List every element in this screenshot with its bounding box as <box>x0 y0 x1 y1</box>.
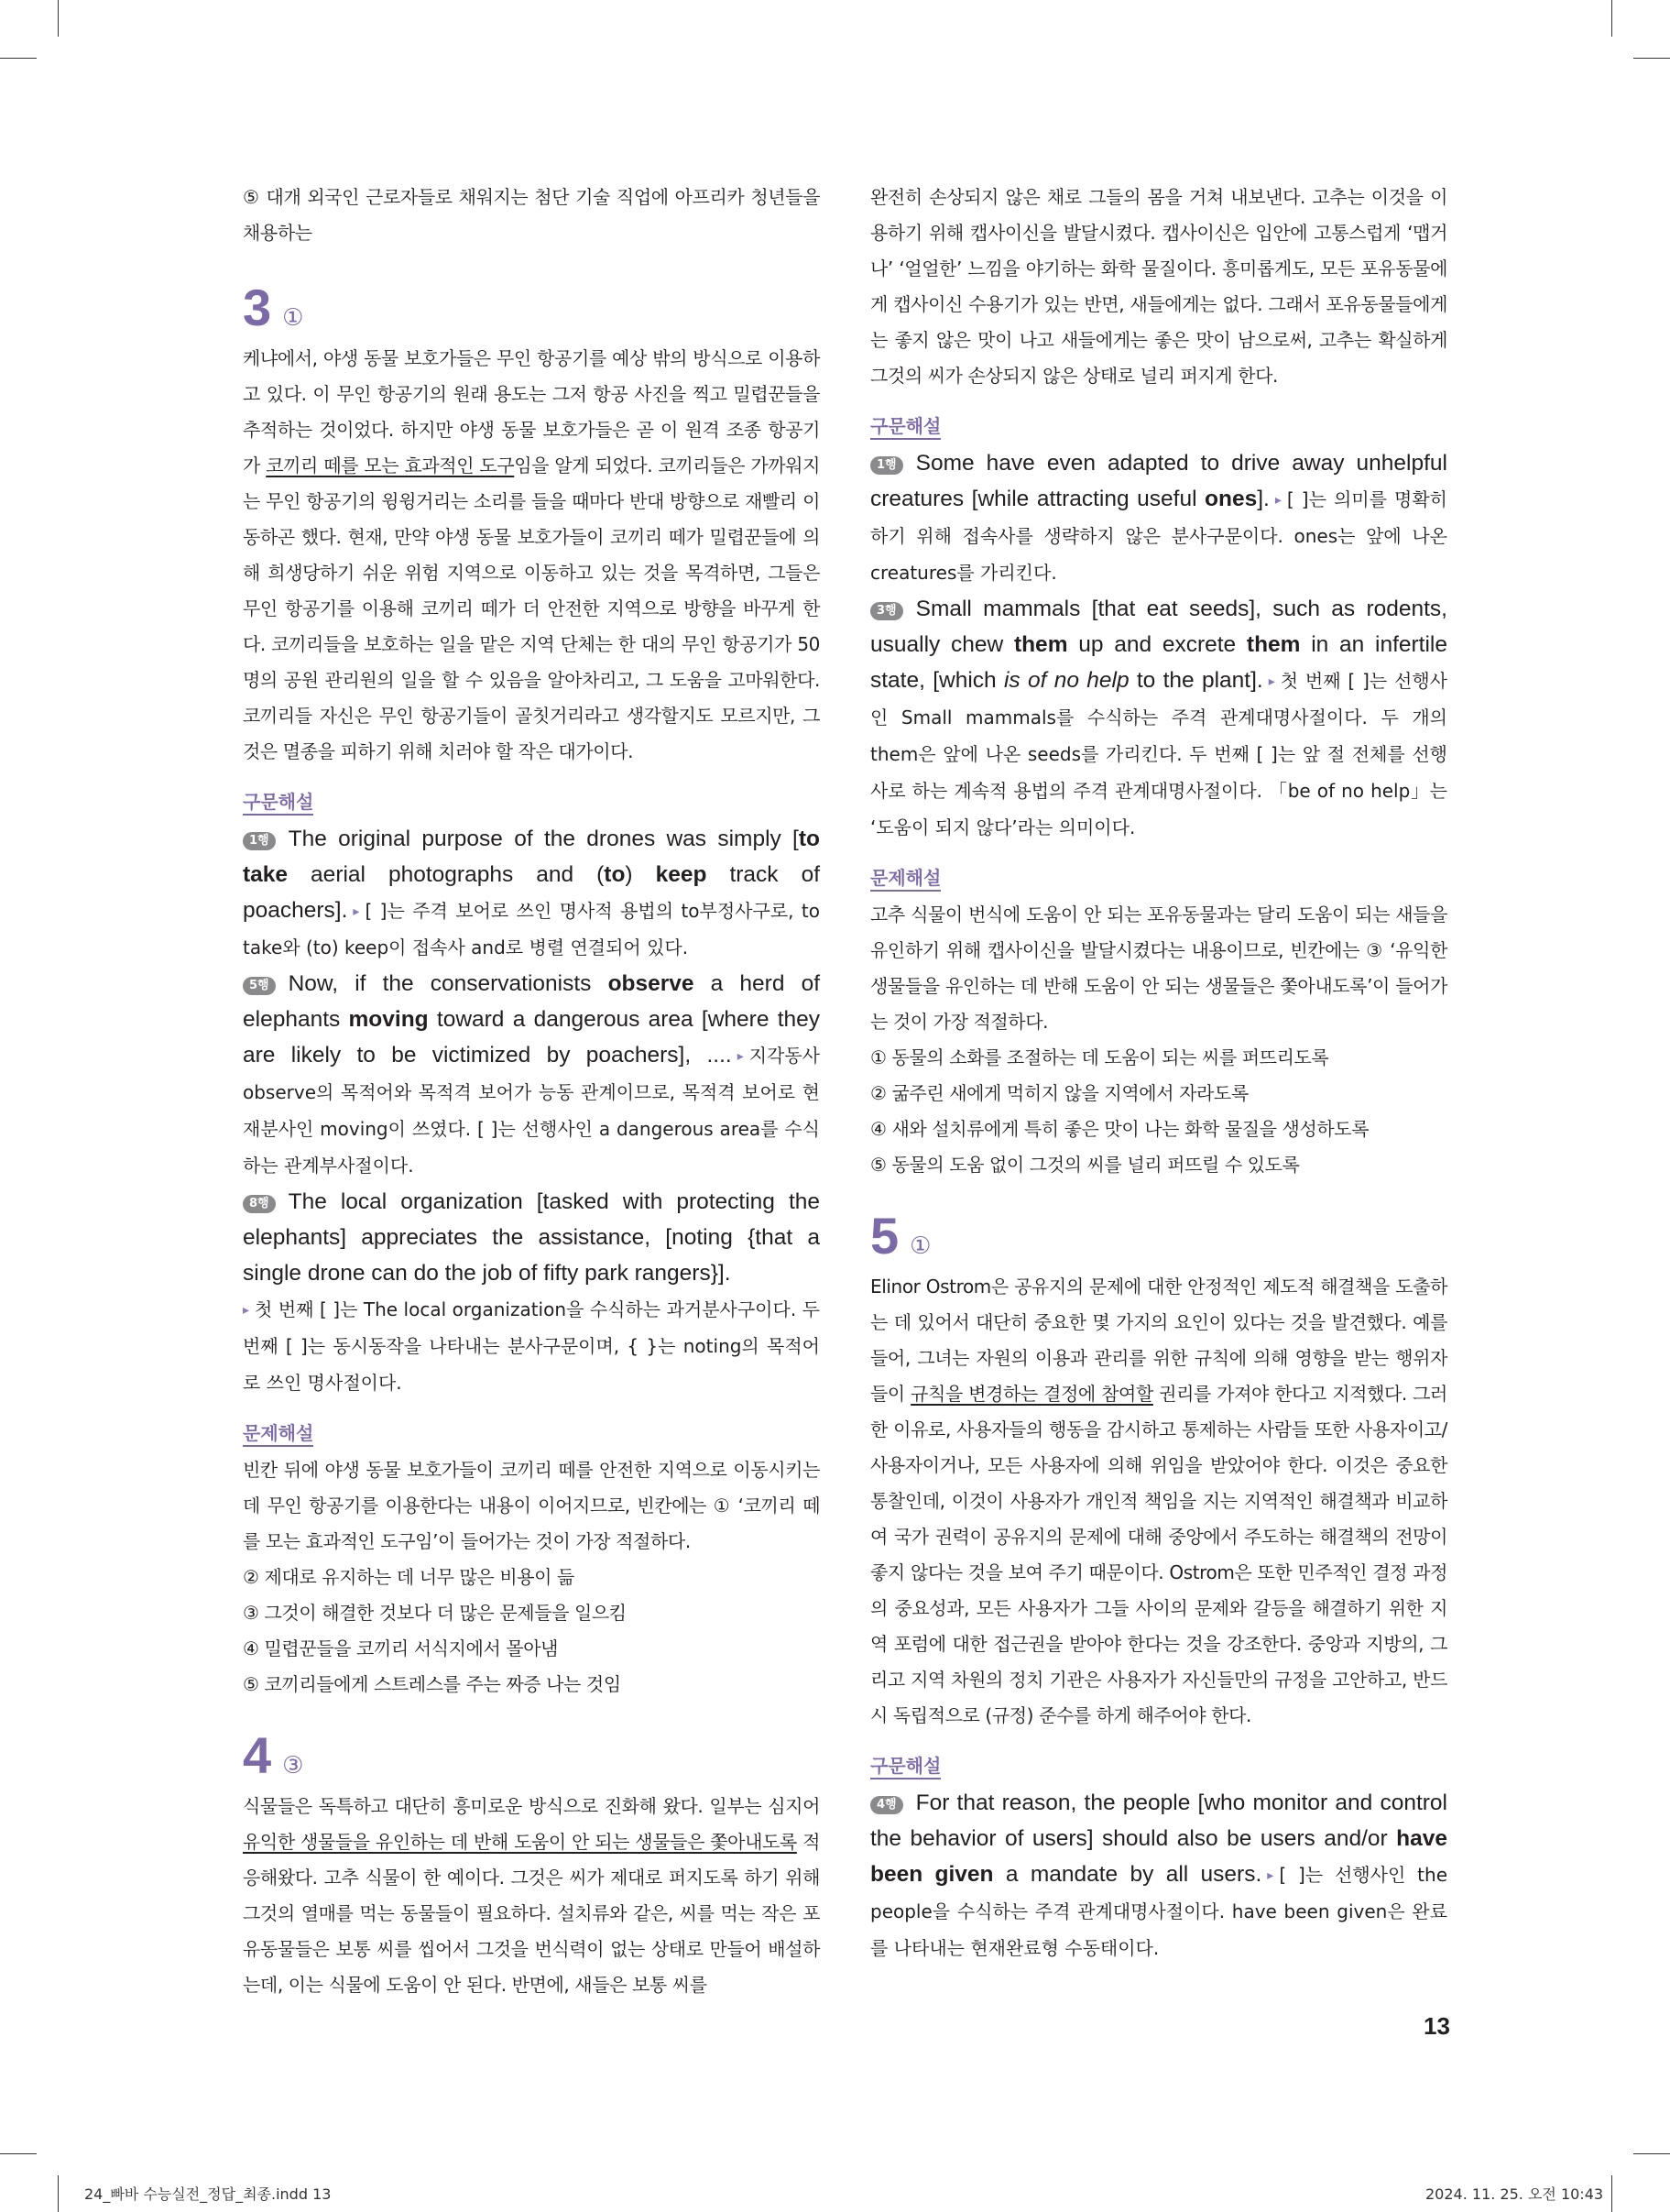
line-badge: 5행 <box>243 977 276 995</box>
page-number: 13 <box>1424 2012 1450 2040</box>
option-item: ② 굶주린 새에게 먹히지 않을 지역에서 자라도록 <box>870 1082 1249 1104</box>
left-column <box>243 180 820 2003</box>
q4-heading <box>243 1726 820 1785</box>
crop-mark <box>1611 0 1612 37</box>
option-item: ③ 그것이 해결한 것보다 더 많은 문제들을 일으킴 <box>243 1602 627 1624</box>
question-number: 5 <box>870 1207 900 1265</box>
grammar-line-8: 8행 The local organization [tasked with protecting the elephants] appreciates the assistance, [noting {that a single drone can do the job of fifty park rangers}]. ▸ 첫 번째 [ ]는 The local organization을 수식하는 과거분사구이다. 두 번째 [ ]는 동시동작을 나타내는 분사구문이며, { }는 noting의 목적어로 쓰인 명사절이다. <box>243 1189 820 1394</box>
question-number: 3 <box>243 279 272 336</box>
line-badge: 3행 <box>870 602 903 620</box>
crop-mark <box>1611 2175 1612 2212</box>
crop-mark <box>0 2153 37 2154</box>
answer-marker: ① <box>282 304 304 332</box>
option-item: ④ 새와 설치류에게 특히 좋은 맛이 나는 화학 물질을 생성하도록 <box>870 1118 1370 1140</box>
q4-translation: 식물들은 독특하고 대단히 흥미로운 방식으로 진화해 왔다. 일부는 심지어 유익한 생물들을 유인하는 데 반해 도움이 안 되는 생물들은 쫓아내도록 적응해왔다. 고추 식물이 한 예이다. 그것은 씨가 제대로 퍼지도록 하기 위해 그것의 열매를 먹는 동물들이 필요하다. 설치류와 같은, 씨를 먹는 작은 포유동물들은 보통 씨를 씹어서 그것을 번식력이 없는 상태로 만들어 배설하는데, 이는 식물에 도움이 안 된다. 반면에, 새들은 보통 씨를 <box>243 1795 820 1996</box>
triangle-marker-icon: ▸ <box>1268 673 1275 688</box>
option-item: ④ 밀렵꾼들을 코끼리 서식지에서 몰아냄 <box>243 1637 559 1659</box>
option-item: ① 동물의 소화를 조절하는 데 도움이 되는 씨를 퍼뜨리도록 <box>870 1046 1329 1068</box>
grammar-line-5: 5행 Now, if the conservationists observe a herd of elephants moving toward a dangerous area [where they are likely to be victimized by poachers], .... ▸ 지각동사 observe의 목적어와 목적격 보어가 능동 관계이므로, 목적격 보어로 현재분사인 moving이 쓰였다. [ ]는 선행사인 a dangerous area를 수식하는 관계부사절이다. <box>243 971 821 1177</box>
footer-timestamp: 2024. 11. 25. 오전 10:43 <box>1425 2185 1604 2203</box>
question-number: 4 <box>243 1726 272 1784</box>
triangle-marker-icon: ▸ <box>243 1302 250 1317</box>
line-badge: 8행 <box>243 1195 276 1213</box>
option-item: ② 제대로 유지하는 데 너무 많은 비용이 듦 <box>243 1566 574 1588</box>
crop-mark <box>1633 2153 1670 2154</box>
section-title-grammar: 구문해설 <box>243 790 313 816</box>
answer-marker: ③ <box>282 1752 304 1779</box>
section-title-grammar: 구문해설 <box>870 414 941 440</box>
line-badge: 1행 <box>870 456 903 475</box>
grammar-line-1: 1행 Some have even adapted to drive away unhelpful creatures [while attracting useful ones]. ▸ [ ]는 의미를 명확히 하기 위해 접속사를 생략하지 않은 분사구문이다. ones는 앞에 나온 creatures를 가리킨다. <box>870 451 1447 584</box>
grammar-line-1: 1행 The original purpose of the drones was simply [to take aerial photographs and (to) keep track of poachers]. ▸ [ ]는 주격 보어로 쓰인 명사적 용법의 to부정사구로, to take와 (to) keep이 접속사 and로 병렬 연결되어 있다. <box>243 827 821 958</box>
triangle-marker-icon: ▸ <box>353 903 360 918</box>
problem-explanation: 빈칸 뒤에 야생 동물 보호가들이 코끼리 떼를 안전한 지역으로 이동시키는 데 무인 항공기를 이용한다는 내용이 이어지므로, 빈칸에는 ① ‘코끼리 떼를 모는 효과적인 도구임’이 들어가는 것이 가장 적절하다. <box>243 1459 820 1552</box>
right-column <box>870 180 1447 1966</box>
grammar-line-3: 3행 Small mammals [that eat seeds], such as rodents, usually chew them up and excrete them in an infertile state, [which is of no help to the plant]. ▸ 첫 번째 [ ]는 선행사인 Small mammals를 수식하는 주격 관계대명사절이다. 두 개의 them은 앞에 나온 seeds를 가리킨다. 두 번째 [ ]는 앞 절 전체를 선행사로 하는 계속적 용법의 주격 관계대명사절이다. 「be of no help」는 ‘도움이 되지 않다’라는 의미이다. <box>870 597 1447 838</box>
footer-file-info: 24_빠바 수능실전_정답_최종.indd 13 <box>84 2185 332 2203</box>
line-badge: 4행 <box>870 1796 903 1814</box>
section-title-problem: 문제해설 <box>870 866 941 892</box>
answer-marker: ① <box>910 1232 932 1260</box>
crop-mark <box>0 58 37 59</box>
triangle-marker-icon: ▸ <box>1274 492 1282 507</box>
grammar-line-4: 4행 For that reason, the people [who monitor and control the behavior of users] should also be users and/or have been given a mandate by all users. ▸ [ ]는 선행사인 the people을 수식하는 주격 관계대명사절이다. have been given은 완료를 나타내는 현재완료형 수동태이다. <box>870 1790 1448 1959</box>
q4-translation-cont: 완전히 손상되지 않은 채로 그들의 몸을 거쳐 내보낸다. 고추는 이것을 이용하기 위해 캡사이신을 발달시켰다. 캡사이신은 입안에 고통스럽게 ‘맵거나’ ‘얼얼한’ 느낌을 야기하는 화학 물질이다. 흥미롭게도, 모든 포유동물에게 캡사이신 수용기가 있는 반면, 새들에게는 없다. 그래서 포유동물들에게는 좋지 않은 맛이 나고 새들에게는 좋은 맛이 남으로써, 고추는 확실하게 그것의 씨가 손상되지 않은 상태로 널리 퍼지게 한다. <box>870 186 1447 387</box>
option-item: ⑤ 코끼리들에게 스트레스를 주는 짜증 나는 것임 <box>243 1673 621 1695</box>
option-item: ⑤ 동물의 도움 없이 그것의 씨를 널리 퍼뜨릴 수 있도록 <box>870 1154 1300 1176</box>
q3-heading <box>243 279 820 337</box>
crop-mark <box>58 2175 59 2212</box>
line-badge: 1행 <box>243 832 276 850</box>
crop-mark <box>58 0 59 37</box>
crop-mark <box>1633 58 1670 59</box>
section-title-grammar: 구문해설 <box>870 1754 941 1779</box>
q5-heading <box>870 1207 1447 1265</box>
q5-translation: Elinor Ostrom은 공유지의 문제에 대한 안정적인 제도적 해결책을 도출하는 데 있어서 대단히 중요한 몇 가지의 요인이 있다는 것을 발견했다. 예를 들어, 그녀는 자원의 이용과 관리를 위한 규칙에 의해 영향을 받는 행위자들이 규칙을 변경하는 결정에 참여할 권리를 가져야 한다고 지적했다. 그러한 이유로, 사용자들의 행동을 감시하고 통제하는 사람들 또한 사용자이고/사용자이거나, 모든 사용자에 의해 위임을 받았어야 한다. 이것은 중요한 통찰인데, 이것이 사용자가 개인적 책임을 지는 지역적인 해결책과 비교하여 국가 권력이 공유지의 문제에 대해 중앙에서 주도하는 해결책의 전망이 좋지 않다는 것을 보여 주기 때문이다. Ostrom은 또한 민주적인 결정 과정의 중요성과, 모든 사용자가 그들 사이의 문제와 갈등을 해결하기 위한 지역 포럼에 대한 접근권을 받아야 한다는 것을 강조한다. 중앙과 지방의, 그리고 지역 차원의 정치 기관은 사용자가 자신들만의 규정을 고안하고, 반드시 독립적으로 (규정) 준수를 하게 해주어야 한다. <box>870 1276 1447 1726</box>
triangle-marker-icon: ▸ <box>1267 1867 1274 1882</box>
triangle-marker-icon: ▸ <box>737 1048 744 1063</box>
q3-translation: 케냐에서, 야생 동물 보호가들은 무인 항공기를 예상 밖의 방식으로 이용하고 있다. 이 무인 항공기의 원래 용도는 그저 항공 사진을 찍고 밀렵꾼들을 추적하는 것이었다. 하지만 야생 동물 보호가들은 곧 이 원격 조종 항공기가 코끼리 떼를 모는 효과적인 도구임을 알게 되었다. 코끼리들은 가까워지는 무인 항공기의 윙윙거리는 소리를 들을 때마다 반대 방향으로 재빨리 이동하곤 했다. 현재, 만약 야생 동물 보호가들이 코끼리 떼가 밀렵꾼들에 의해 희생당하기 쉬운 위험 지역으로 이동하고 있는 것을 목격하면, 그들은 무인 항공기를 이용해 코끼리 떼가 더 안전한 지역으로 방향을 바꾸게 한다. 코끼리들을 보호하는 일을 맡은 지역 단체는 한 대의 무인 항공기가 50명의 공원 관리원의 일을 할 수 있음을 알아차리고, 그 도움을 고마워한다. 코끼리들 자신은 무인 항공기들이 골칫거리라고 생각할지도 모르지만, 그것은 멸종을 피하기 위해 치러야 할 작은 대가이다. <box>243 347 820 762</box>
q2-option-5: ⑤ 대개 외국인 근로자들로 채워지는 첨단 기술 직업에 아프리카 청년들을 채용하는 <box>243 186 820 244</box>
section-title-problem: 문제해설 <box>243 1421 313 1447</box>
problem-explanation: 고추 식물이 번식에 도움이 안 되는 포유동물과는 달리 도움이 되는 새들을 유인하기 위해 캡사이신을 발달시켰다는 내용이므로, 빈칸에는 ③ ‘유익한 생물들을 유인하는 데 반해 도움이 안 되는 생물들은 쫓아내도록’이 들어가는 것이 가장 적절하다. <box>870 903 1447 1033</box>
